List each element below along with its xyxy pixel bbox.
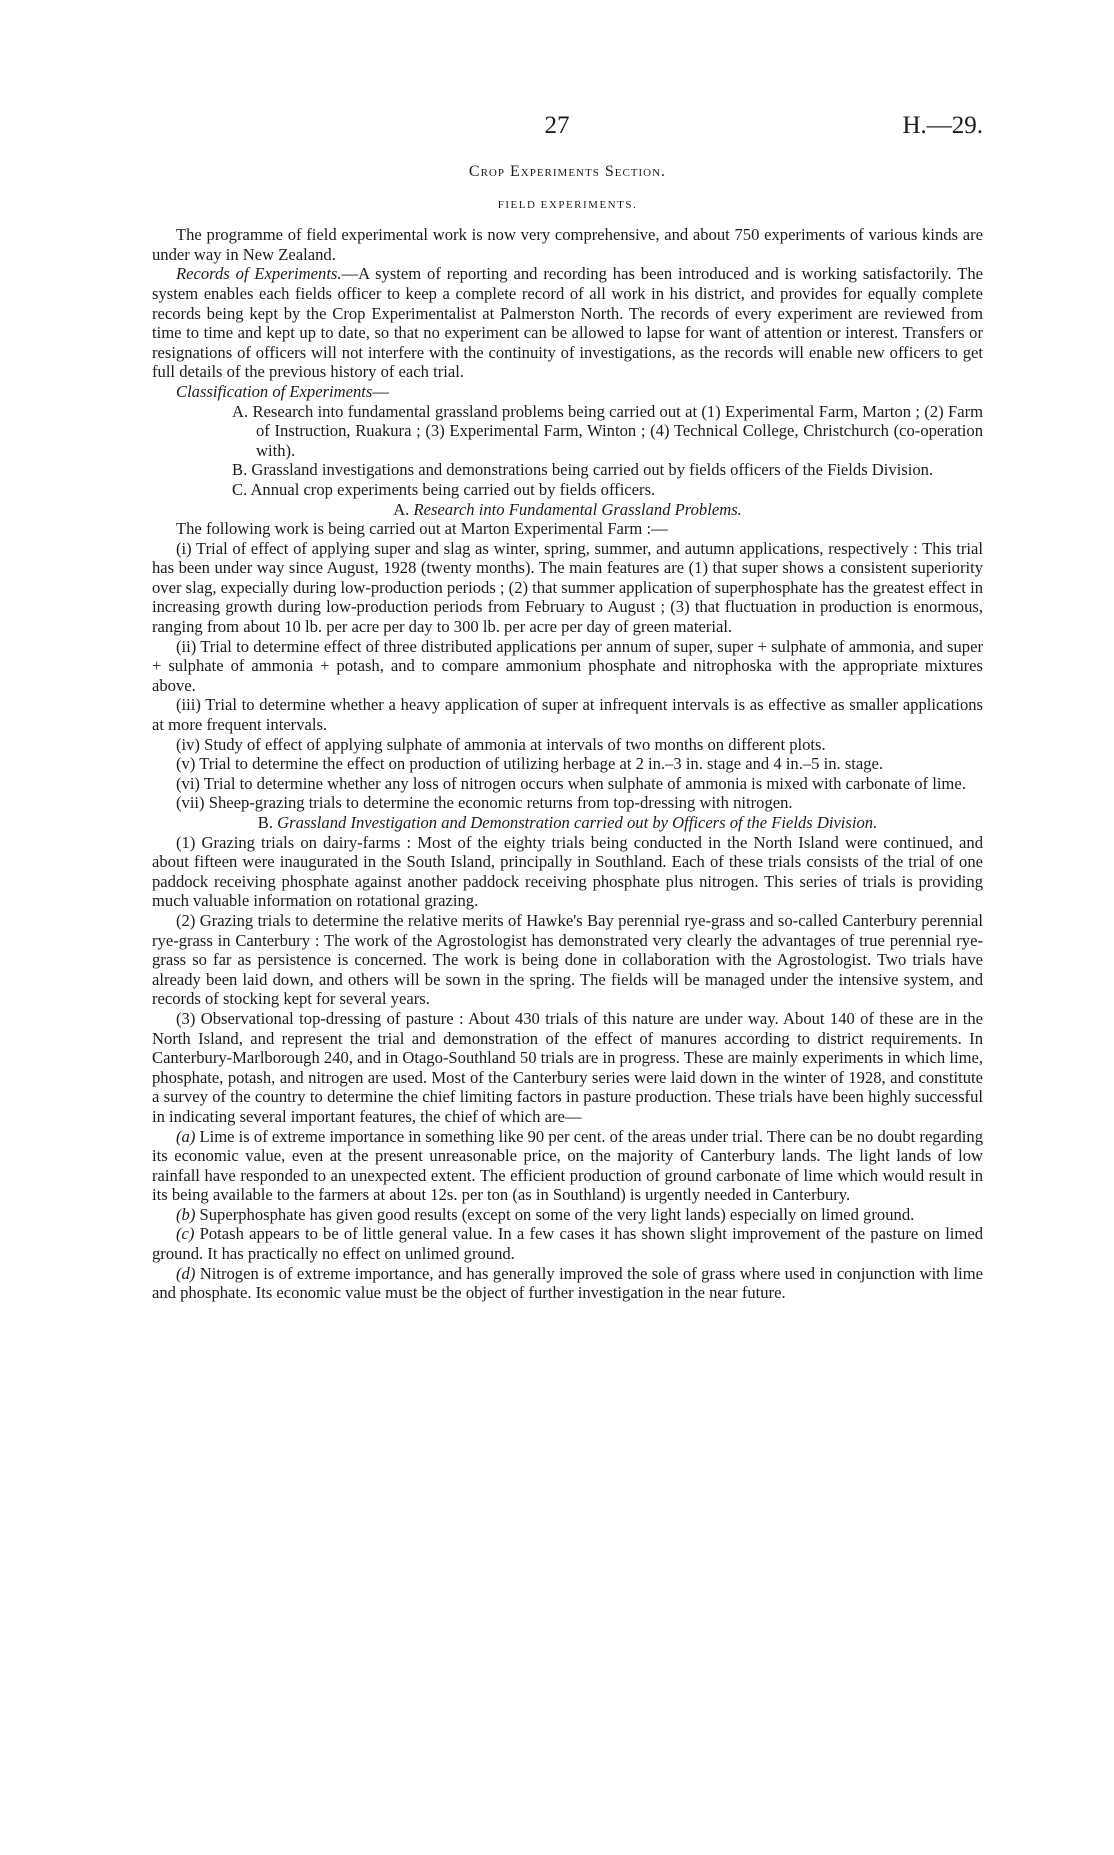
section-b-item: (1) Grazing trials on dairy-farms : Most of the eighty trials being conducted in the North Island were continued, and about fifteen were inaugurated in the South Island, principally in Southland. Each of these trials consists of the trial of one paddock receiving phosphate against another paddock receiving phosphate plus nitrogen. This series of trials is providing much valuable information on rotational grazing. — [152, 832, 983, 911]
section-b-title: Grassland Investigation and Demonstration carried out by Officers of the Fields Division. — [277, 813, 878, 832]
section-b-prefix: B. — [257, 813, 278, 832]
section-a-item: (v) Trial to determine the effect on production of utilizing herbage at 2 in.–3 in. stage and 4 in.–5 in. stage. — [176, 754, 884, 774]
finding-text: Superphosphate has given good results (except on some of the very light lands) especially on limed ground. — [195, 1204, 915, 1224]
records-heading: Records of Experiments. — [176, 264, 342, 284]
subsection-title: FIELD EXPERIMENTS. — [497, 198, 638, 211]
finding-label: (d) — [176, 1263, 196, 1283]
section-a-item: (i) Trial of effect of applying super and slag as winter, spring, summer, and autumn applications, respectively : This trial has been under way since August, 1928 (twenty months). The main features are (1) that super shows a consistent superiority over slag, expecially during low-production periods ; (2) that summer application of superphosphate has the greatest effect in increasing growth during low-production periods from February to August ; (3) that fluctuation in production is enormous, ranging from about 10 lb. per acre per day to 300 lb. per acre per day of green material. — [152, 538, 983, 637]
section-b-item: (3) Observational top-dressing of pasture : About 430 trials of this nature are under way. About 140 of these are in the North Island, and represent the trial and demonstration of the effect of manures according to district requirements. In Canterbury-Marlborough 240, and in Otago-Southland 50 trials are in progress. These are mainly experiments in which lime, phosphate, potash, and nitrogen are used. Most of the Canterbury series were laid down in the winter of 1928, and constitute a survey of the country to determine the chief limiting factors in pasture production. These trials have been highly successful in indicating several important features, the chief of which are— — [152, 1008, 983, 1126]
section-a-intro: The following work is being carried out at Marton Experimental Farm :— — [176, 519, 668, 539]
classification-heading-line — [152, 382, 983, 402]
section-a-item: (ii) Trial to determine effect of three distributed applications per annum of super, super + sulphate of ammonia, and super + sulphate of ammonia + potash, and to compare ammonium phosphate and nitrophoska with the appropriate mixtures above. — [152, 636, 983, 695]
section-a-item: (vii) Sheep-grazing trials to determine the economic returns from top-dressing with nitrogen. — [176, 793, 793, 813]
finding-item — [152, 1264, 983, 1303]
records-paragraph — [152, 264, 983, 382]
section-a-item: (vi) Trial to determine whether any loss of nitrogen occurs when sulphate of ammonia is mixed with carbonate of lime. — [176, 773, 966, 793]
finding-text: Potash appears to be of little general value. In a few cases it has shown slight improvement of the pasture on limed ground. It has practically no effect on unlimed ground. — [152, 1224, 983, 1264]
section-a-heading — [152, 500, 983, 520]
classification-item-b: B. Grassland investigations and demonstrations being carried out by fields officers of the Fields Division. — [232, 460, 934, 480]
section-a-item: (iv) Study of effect of applying sulphate of ammonia at intervals of two months on different plots. — [176, 734, 826, 754]
finding-label: (c) — [176, 1224, 195, 1244]
records-text: —A system of reporting and recording has been introduced and is working satisfactorily. The system enables each fields officer to keep a complete record of all work in his district, and provides for equally complete records being kept by the Crop Experimentalist at Palmerston North. The records of every experiment are reviewed from time to time and kept up to date, so that no experiment can be allowed to lapse for want of attention or interest. Transfers or resignations of officers will not interfere with the continuity of investigations, as the records will enable new officers to get full details of the previous history of each trial. — [152, 264, 983, 382]
finding-text: Nitrogen is of extreme importance, and has generally improved the sole of grass where used in conjunction with lime and phosphate. Its economic value must be the object of further investigation in the near future. — [152, 1263, 983, 1303]
section-a-item: (iii) Trial to determine whether a heavy application of super at infrequent intervals is as effective as smaller applications at more frequent intervals. — [152, 695, 983, 735]
section-b-heading — [152, 813, 983, 833]
page-number: 27 — [544, 112, 570, 139]
finding-item — [152, 1205, 983, 1225]
section-a-title: Research into Fundamental Grassland Problems. — [413, 499, 742, 519]
section-title: Crop Experiments Section. — [468, 163, 667, 180]
intro-paragraph: The programme of field experimental work is now very comprehensive, and about 750 experiments of various kinds are under way in New Zealand. — [152, 225, 983, 264]
classification-heading-suffix: — — [372, 381, 389, 401]
document-reference: H.—29. — [902, 112, 983, 139]
classification-heading: Classification of Experiments — [176, 381, 373, 401]
finding-label: (a) — [176, 1126, 196, 1146]
section-b-item: (2) Grazing trials to determine the relative merits of Hawke's Bay perennial rye-grass and so-called Canterbury perennial rye-grass in Canterbury : The work of the Agrostologist has demonstrated very clearly the advantages of true perennial rye-grass so far as persistence is concerned. The work is being done in collaboration with the Agrostologist. Two trials have already been laid down, and others will be sown in the spring. The fields will be managed under the intensive system, and records of stocking kept for several years. — [152, 910, 983, 1009]
finding-label: (b) — [176, 1204, 196, 1224]
section-a-prefix: A. — [393, 499, 414, 519]
classification-item-c: C. Annual crop experiments being carried out by fields officers. — [232, 479, 656, 499]
finding-item — [152, 1127, 983, 1205]
finding-item — [152, 1224, 983, 1263]
classification-item-a: A. Research into fundamental grassland problems being carried out at (1) Experimental Farm, Marton ; (2) Farm of Instruction, Ruakura ; (3) Experimental Farm, Winton ; (4) Technical College, Christchurch (co-operation with). — [232, 401, 983, 460]
page-content — [152, 160, 983, 1303]
finding-text: Lime is of extreme importance in something like 90 per cent. of the areas under trial. There can be no doubt regarding its economic value, even at the present unreasonable price, on the majority of Canterbury lands. The light lands of low rainfall have responded to an unexpected extent. The efficient production of ground carbonate of lime which would result in its being available to the farmers at about 12s. per ton (as in Southland) is urgently needed in Canterbury. — [152, 1126, 983, 1205]
